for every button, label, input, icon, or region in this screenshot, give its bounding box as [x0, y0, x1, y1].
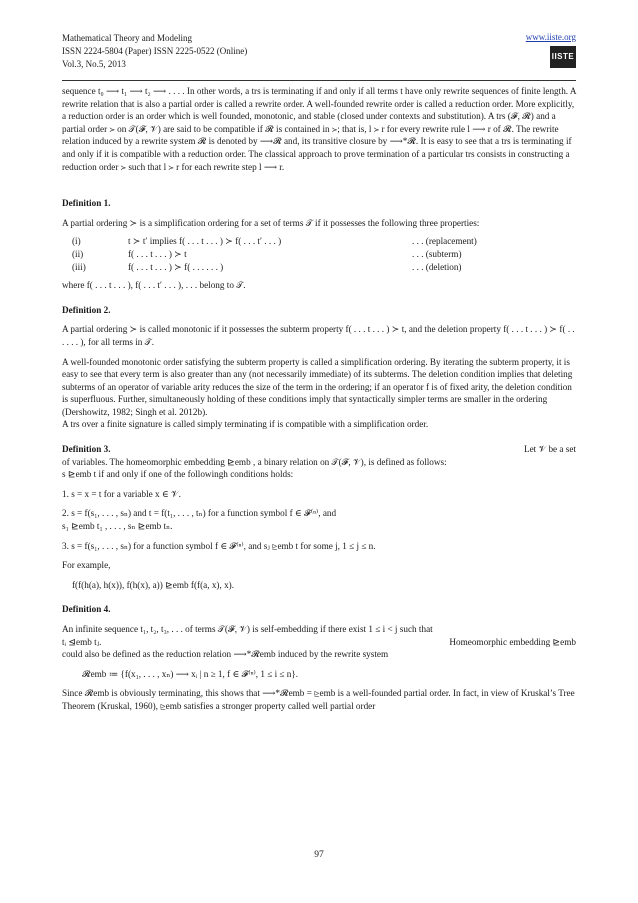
definition-3-line2: s ⊵emb t if and only if one of the followingh conditions holds:	[62, 469, 294, 480]
definition-3-example-label: For example,	[62, 560, 111, 571]
definition-3-condition-2b: s₁ ⊵emb t₁ , . . . , sₙ ⊵emb tₙ.	[62, 521, 173, 532]
definition-4-formula: 𝓡emb ≔ {f(x₁, . . . , xₙ) ⟶ xᵢ | n ≥ 1, f ∈ 𝓕⁽ⁿ⁾, 1 ≤ i ≤ n}.	[82, 668, 299, 679]
definition-4-last-paragraph: Since 𝓡emb is obviously terminating, this shows that ⟶*𝓡emb = ⊵emb is a well-founded partial order. In fact, in view of Kruskal’s Tree Theorem (Kruskal, 1960), ⊵emb satisfies a stronger property called well partial order	[62, 688, 575, 711]
definition-3-title-right: Let 𝒱 be a set	[523, 444, 576, 455]
definition-4-line2	[62, 636, 576, 649]
definition-1-where: where f( . . . t . . . ), f( . . . t′ . . . ), . . . belong to 𝒯.	[62, 280, 246, 291]
issn-line: ISSN 2224-5804 (Paper) ISSN 2225-0522 (Online)	[62, 46, 248, 56]
definition-4-line1: An infinite sequence t₁, t₂, t₃, . . . of terms 𝒯(𝓕, 𝒱) is self-embedding if there exist 1 ≤ i < j such that	[62, 624, 433, 634]
definition-1-list	[72, 235, 576, 273]
definition-3-condition-3: 3. s = f(s₁, . . . , sₙ) for a function symbol f ∈ 𝓕⁽ⁿ⁾, and sⱼ ⊵emb t for some j, 1 ≤ j ≤ n.	[62, 540, 376, 551]
iiste-logo: IISTE	[550, 46, 576, 68]
list-item: (i) t ≻ t′ implies f( . . . t . . . ) ≻ f( . . . t′ . . . ) . . . (replacement)	[72, 236, 477, 247]
definition-2-title: Definition 2.	[62, 304, 111, 315]
definition-2-text: A partial ordering ≻ is called monotonic if it possesses the subterm property f( . . . t . . . ) ≻ t, and the deletion property f( . . . t . . . ) ≻ f( . . . . . . ), for all terms in 𝒯.	[62, 324, 575, 347]
list-item: (iii) f( . . . t . . . ) ≻ f( . . . . . . ) . . . (deletion)	[72, 261, 462, 272]
definition-2-simply-terminating: A trs over a finite signature is called simply terminating if is compatible with a simplification order.	[62, 419, 429, 430]
definition-4-line3: could also be defined as the reduction relation ⟶*𝓡emb induced by the rewrite system	[62, 649, 389, 660]
article-body	[62, 85, 576, 713]
definition-4-title: Definition 4.	[62, 604, 111, 615]
definition-3-example: f(f(h(a), h(x)), f(h(x), a)) ⊵emb f(f(a, x), x).	[72, 579, 235, 590]
definition-3-condition-1: 1. s = x = t for a variable x ∈ 𝒱.	[62, 488, 181, 499]
definition-3-condition-2a: 2. s = f(s₁, . . . , sₙ) and t = f(t₁, . . . , tₙ) for a function symbol f ∈ 𝓕⁽ⁿ⁾, and	[62, 508, 337, 519]
definition-3-title: Definition 3.	[62, 444, 111, 455]
definition-3-line1: of variables. The homeomorphic embedding ⊵emb , a binary relation on 𝒯(𝓕, 𝒱), is defined as follows:	[62, 456, 447, 467]
definition-1-title: Definition 1.	[62, 198, 111, 209]
page-number: 97	[314, 850, 324, 860]
journal-url-link[interactable]: www.iiste.org	[525, 32, 576, 42]
definition-4-line2-right: Homeomorphic embedding ⊵emb	[449, 636, 576, 647]
intro-paragraph: sequence t₀ ⟶ t₁ ⟶ t₂ ⟶ . . . . In other words, a trs is terminating if and only if all terms t have only rewrite sequences of finite length. A rewrite relation that is also a partial order is called a rewrite order. A well-founded rewrite order is called a reduction order. More explicitly, a reduction order is an order which is well founded, monotonic, and stable (closed under contexts and substitution). A trs (𝓕, 𝓡) and a partial order ≻ on 𝒯(𝓕, 𝒱) are said to be compatible if 𝓡 is contained in ≻; that is, l ≻ r for every rewrite rule l ⟶ r of 𝓡. The rewrite relation induced by a rewrite system 𝓡 is denoted by ⟶𝓡 and, its transitive closure by ⟶*𝓡. It is easy to see that a trs is terminating if and only if it is compatible with a reduction order. The classical approach to prove termination of a particular trs consists in constructing a reduction order ≻ such that l ≻ r for each rewrite step l ⟶ r.	[62, 86, 576, 172]
definition-3-heading-line	[62, 443, 576, 456]
volume-line: Vol.3, No.5, 2013	[62, 59, 126, 69]
definition-4-line2-left: tᵢ ⊴emb tⱼ.	[62, 636, 102, 647]
list-item: (ii) f( . . . t . . . ) ≻ t . . . (subterm)	[72, 248, 462, 259]
definition-2-paragraph: A well-founded monotonic order satisfying the subterm property is called a simplification ordering. By iterating the subterm property, it is easy to see that every term is also greater than any (not necessarily immediate) of its subterms. The deletion condition implies that deleting subterms of an operator of variable arity reduces the size of the term in the ordering; if an operator f is of fixed arity, the deletion condition is superfluous. Further, simultaneously holding of these conditions imply that syntactically simpler terms are smaller in the ordering (Dershowitz, 1982; Singh et al. 2012b).	[62, 356, 573, 417]
header-rule	[62, 80, 576, 81]
journal-name: Mathematical Theory and Modeling	[62, 33, 193, 43]
definition-1-intro: A partial ordering ≻ is a simplification ordering for a set of terms 𝒯 if it possesses the following three properties:	[62, 217, 480, 228]
